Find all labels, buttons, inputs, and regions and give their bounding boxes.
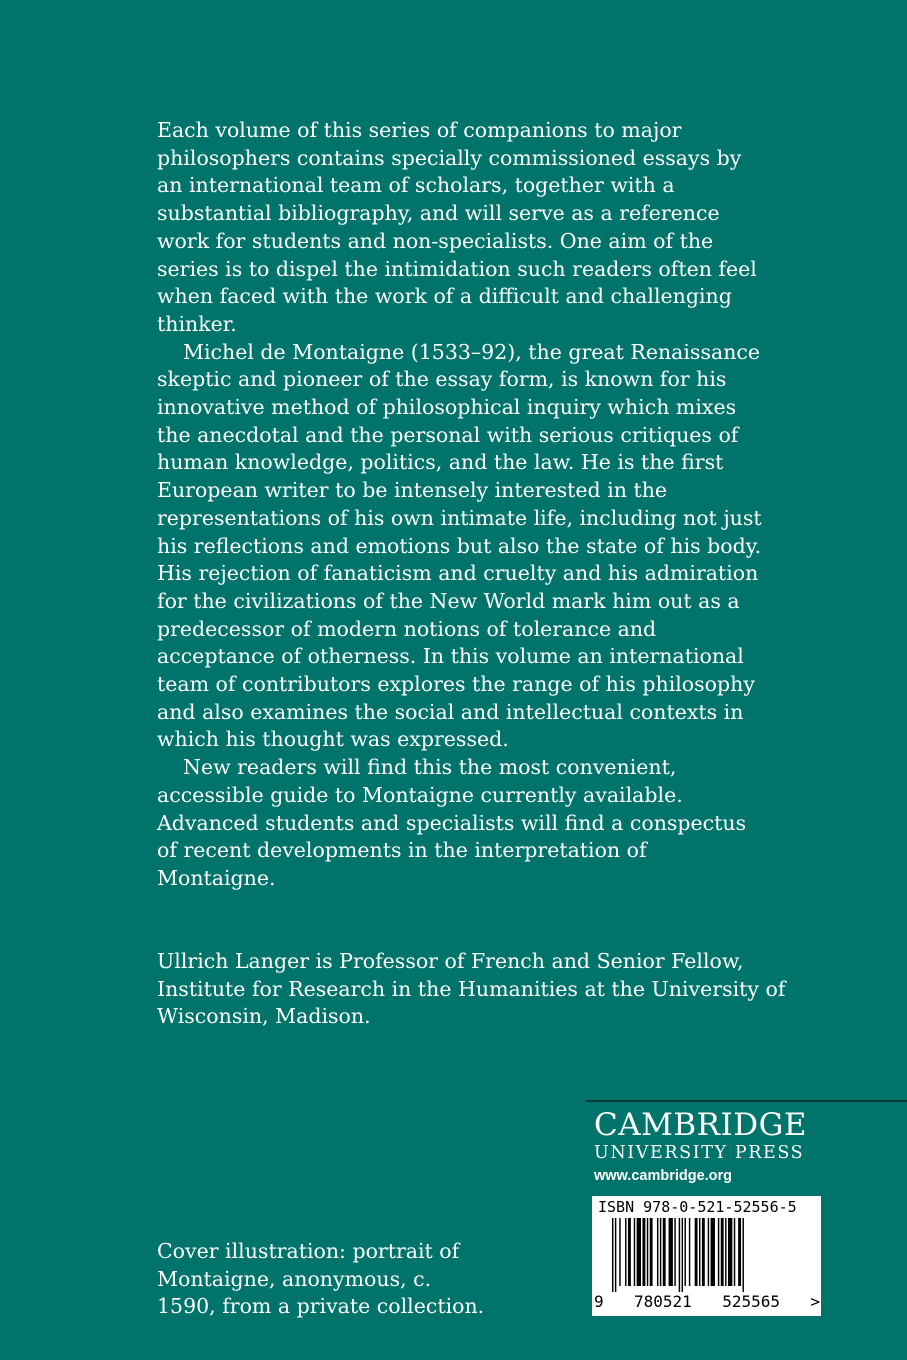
isbn-label: ISBN 978-0-521-52556-5 <box>598 1198 797 1216</box>
barcode-bar <box>625 1218 626 1286</box>
barcode-bar <box>702 1218 705 1286</box>
barcode-digit-group-left: 780521 <box>634 1292 692 1311</box>
barcode-bar <box>650 1218 653 1286</box>
barcode-digit-group-right: 525565 <box>722 1292 780 1311</box>
cover-caption: Cover illustration: portrait of Montaigne, anonymous, c. 1590, from a private collection. <box>157 1239 485 1319</box>
barcode-bar <box>725 1218 726 1286</box>
description-paragraph-3: New readers will find this the most convenient, accessible guide to Montaigne currently available. Advanced students and specialists will find a conspectus of recent developments in the interpretation of Montaigne. <box>157 755 747 890</box>
barcode-bar <box>642 1218 645 1286</box>
barcode-bar <box>682 1218 683 1292</box>
description-paragraph-1: Each volume of this series of companions to major philosophers contains specially commissioned essays by an international team of scholars, together with a substantial bibliography, and will serve as a reference work for students and non-specialists. One aim of the series is to dispel the intimidation such readers often feel when faced with the work of a difficult and challenging thinker. <box>157 118 757 336</box>
publisher-name: CAMBRIDGE <box>594 1107 807 1143</box>
barcode-bar <box>699 1218 700 1286</box>
barcode-bar <box>738 1218 741 1286</box>
barcode-bar <box>615 1218 616 1292</box>
barcode-bar <box>711 1218 715 1286</box>
barcode-bar <box>721 1218 724 1286</box>
barcode-bar <box>647 1218 648 1286</box>
barcode-bar <box>628 1218 631 1286</box>
barcode-bar <box>728 1218 732 1286</box>
barcode-bar <box>669 1218 673 1286</box>
barcode-bar <box>660 1218 661 1286</box>
publisher-subtitle: UNIVERSITY PRESS <box>594 1143 805 1163</box>
barcode-digit-suffix: > <box>810 1292 820 1311</box>
barcode-bar <box>689 1218 690 1286</box>
barcode-bar <box>718 1218 719 1286</box>
barcode-bar <box>619 1218 620 1286</box>
book-description <box>157 117 767 893</box>
barcode-bar <box>637 1218 641 1286</box>
barcode-bar <box>743 1218 744 1292</box>
publisher-logo <box>594 1107 844 1184</box>
barcode-bars <box>612 1218 802 1292</box>
barcode-bar <box>734 1218 735 1286</box>
barcode-bar <box>612 1218 613 1292</box>
author-bio: Ullrich Langer is Professor of French and Senior Fellow, Institute for Research in the Humanities at the University of Wisconsin, Madison. <box>157 949 786 1029</box>
barcode-bar <box>679 1218 680 1292</box>
barcode-digits <box>594 1292 820 1311</box>
barcode-bar <box>695 1218 698 1286</box>
barcode-digit-prefix: 9 <box>594 1292 604 1311</box>
barcode-bar <box>708 1218 709 1286</box>
barcode-bar <box>663 1218 666 1286</box>
description-paragraph-2: Michel de Montaigne (1533–92), the great Renaissance skeptic and pioneer of the essay form, is known for his innovative method of philosophical inquiry which mixes the anecdotal and the personal with serious critiques of human knowledge, politics, and the law. He is the first European writer to be intensely interested in the representations of his own intimate life, including not just his reflections and emotions but also the state of his body. His rejection of fanaticism and cruelty and his admiration for the civilizations of the New World mark him out as a predecessor of modern notions of tolerance and acceptance of otherness. In this volume an international team of contributors explores the range of his philosophy and also examines the social and intellectual contexts in which his thought was expressed. <box>157 339 762 752</box>
barcode-bar <box>634 1218 635 1286</box>
publisher-url: www.cambridge.org <box>594 1168 733 1184</box>
barcode-bar <box>674 1218 675 1286</box>
publisher-divider <box>586 1100 907 1102</box>
barcode-bar <box>685 1218 686 1286</box>
barcode-bar <box>657 1218 658 1286</box>
isbn-barcode <box>592 1196 821 1316</box>
